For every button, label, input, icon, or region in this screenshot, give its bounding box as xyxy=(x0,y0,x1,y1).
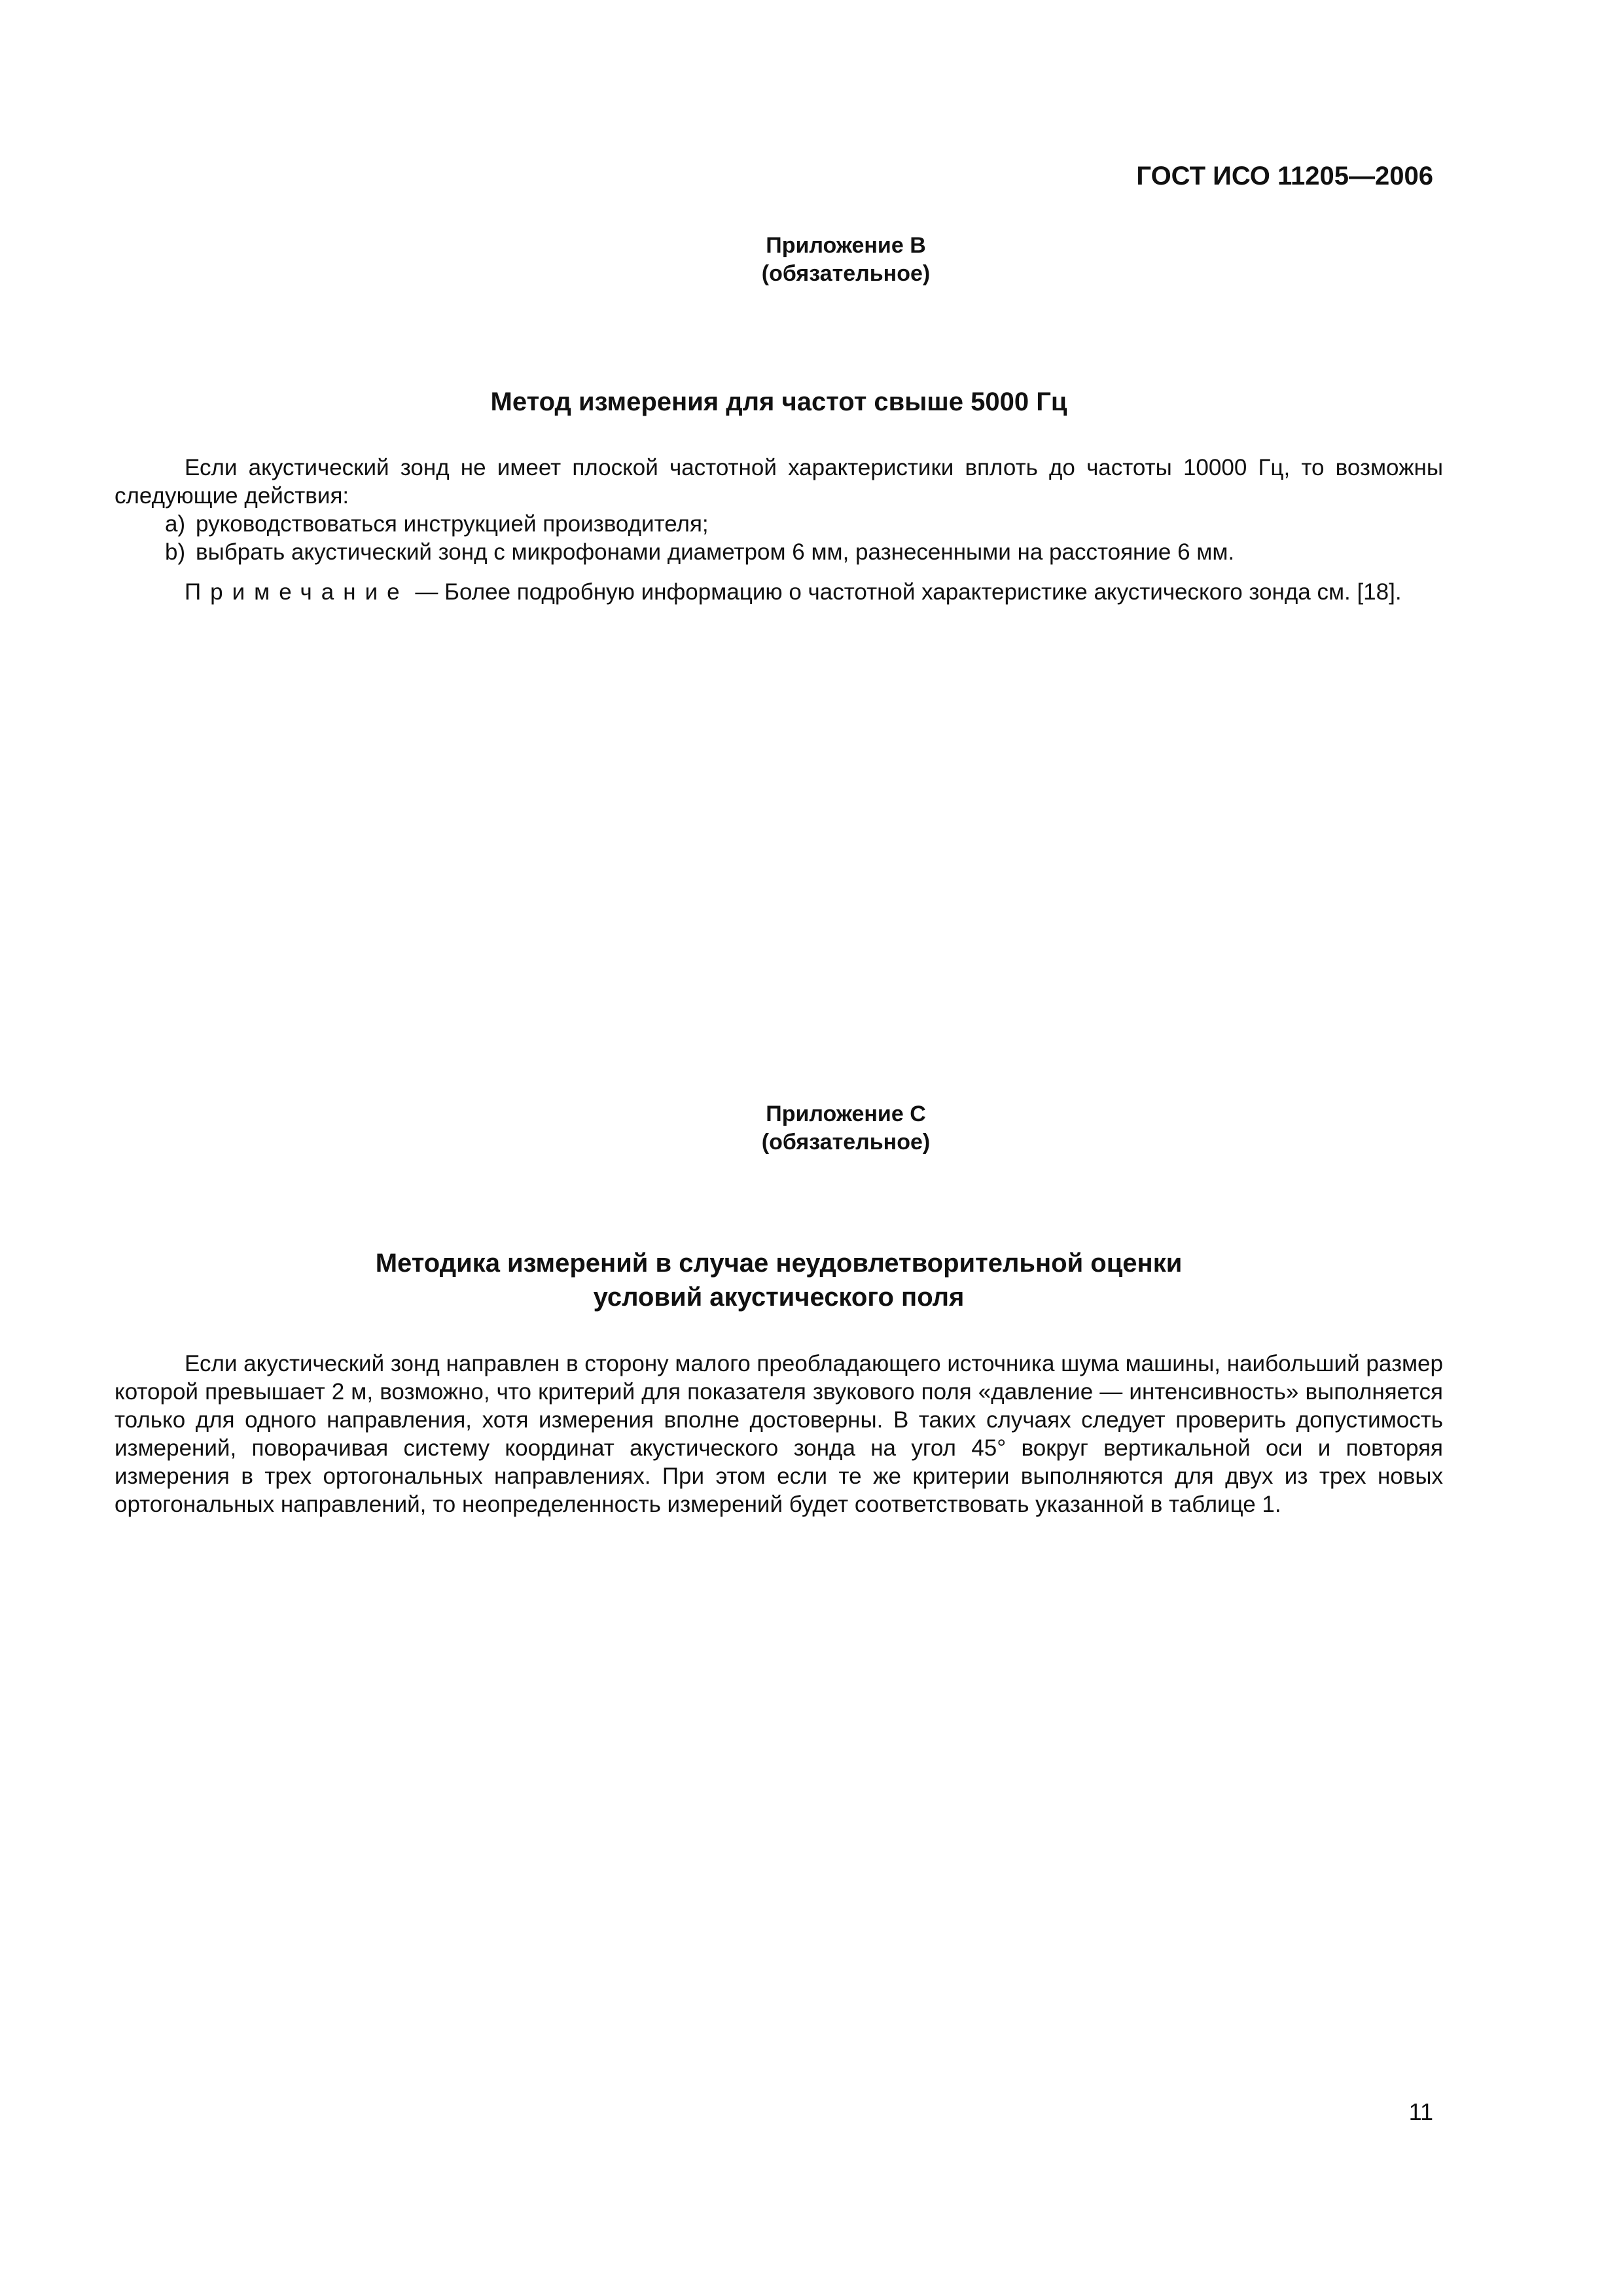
appendix-b-body xyxy=(115,454,1443,606)
list-item xyxy=(115,538,1443,566)
appendix-c-body xyxy=(115,1350,1443,1518)
appendix-b-title: Приложение В xyxy=(766,233,926,258)
appendix-c-status: (обязательное) xyxy=(761,1130,931,1155)
list-marker: b) xyxy=(165,539,186,565)
note-text: — Более подробную информацию о частотной характеристике акустического зонда см. [18]. xyxy=(408,579,1402,605)
appendix-c-paragraph: Если акустический зонд направлен в сторону малого преобладающего источника шума машины, наибольший размер которой превышает 2 м, возможно, что критерий для показателя звукового поля «давление — интенсивность» выполняется только для одного направления, хотя измерения вполне достоверны. В таких случаях следует проверить допустимость измерений, поворачивая систему координат акустического зонда на угол 45° вокруг вертикальной оси и повторяя измерения в трех ортогональных направлениях. При этом если те же критерии выполняются для двух из трех новых ортогональных направлений, то неопределенность измерений будет соответствовать указанной в таблице 1. xyxy=(115,1351,1443,1517)
list-item xyxy=(115,510,1443,538)
appendix-b-heading xyxy=(115,385,1443,419)
note-label: Примечание xyxy=(185,579,409,605)
appendix-c-title: Приложение С xyxy=(766,1102,926,1126)
appendix-c-caption xyxy=(0,1100,1623,1157)
appendix-c-heading-line1: Методика измерений в случае неудовлетворительной оценки xyxy=(375,1249,1183,1278)
appendix-c-heading xyxy=(115,1246,1443,1314)
standard-code: ГОСТ ИСО 11205—2006 xyxy=(1136,162,1433,190)
page-number: 11 xyxy=(1408,2098,1433,2125)
list-item-text: руководствоваться инструкцией производителя; xyxy=(196,511,709,537)
appendix-b-intro: Если акустический зонд не имеет плоской частотной характеристики вплоть до частоты 10000 Гц, то возможны следующие действия: xyxy=(115,455,1443,509)
appendix-b-caption xyxy=(0,232,1623,288)
appendix-c-heading-line2: условий акустического поля xyxy=(593,1283,965,1312)
list-marker: a) xyxy=(165,511,186,537)
appendix-b-note xyxy=(115,578,1443,606)
appendix-b-heading-text: Метод измерения для частот свыше 5000 Гц xyxy=(490,387,1067,416)
appendix-b-status: (обязательное) xyxy=(761,261,931,286)
list-item-text: выбрать акустический зонд с микрофонами диаметром 6 мм, разнесенными на расстояние 6 мм. xyxy=(196,539,1235,565)
